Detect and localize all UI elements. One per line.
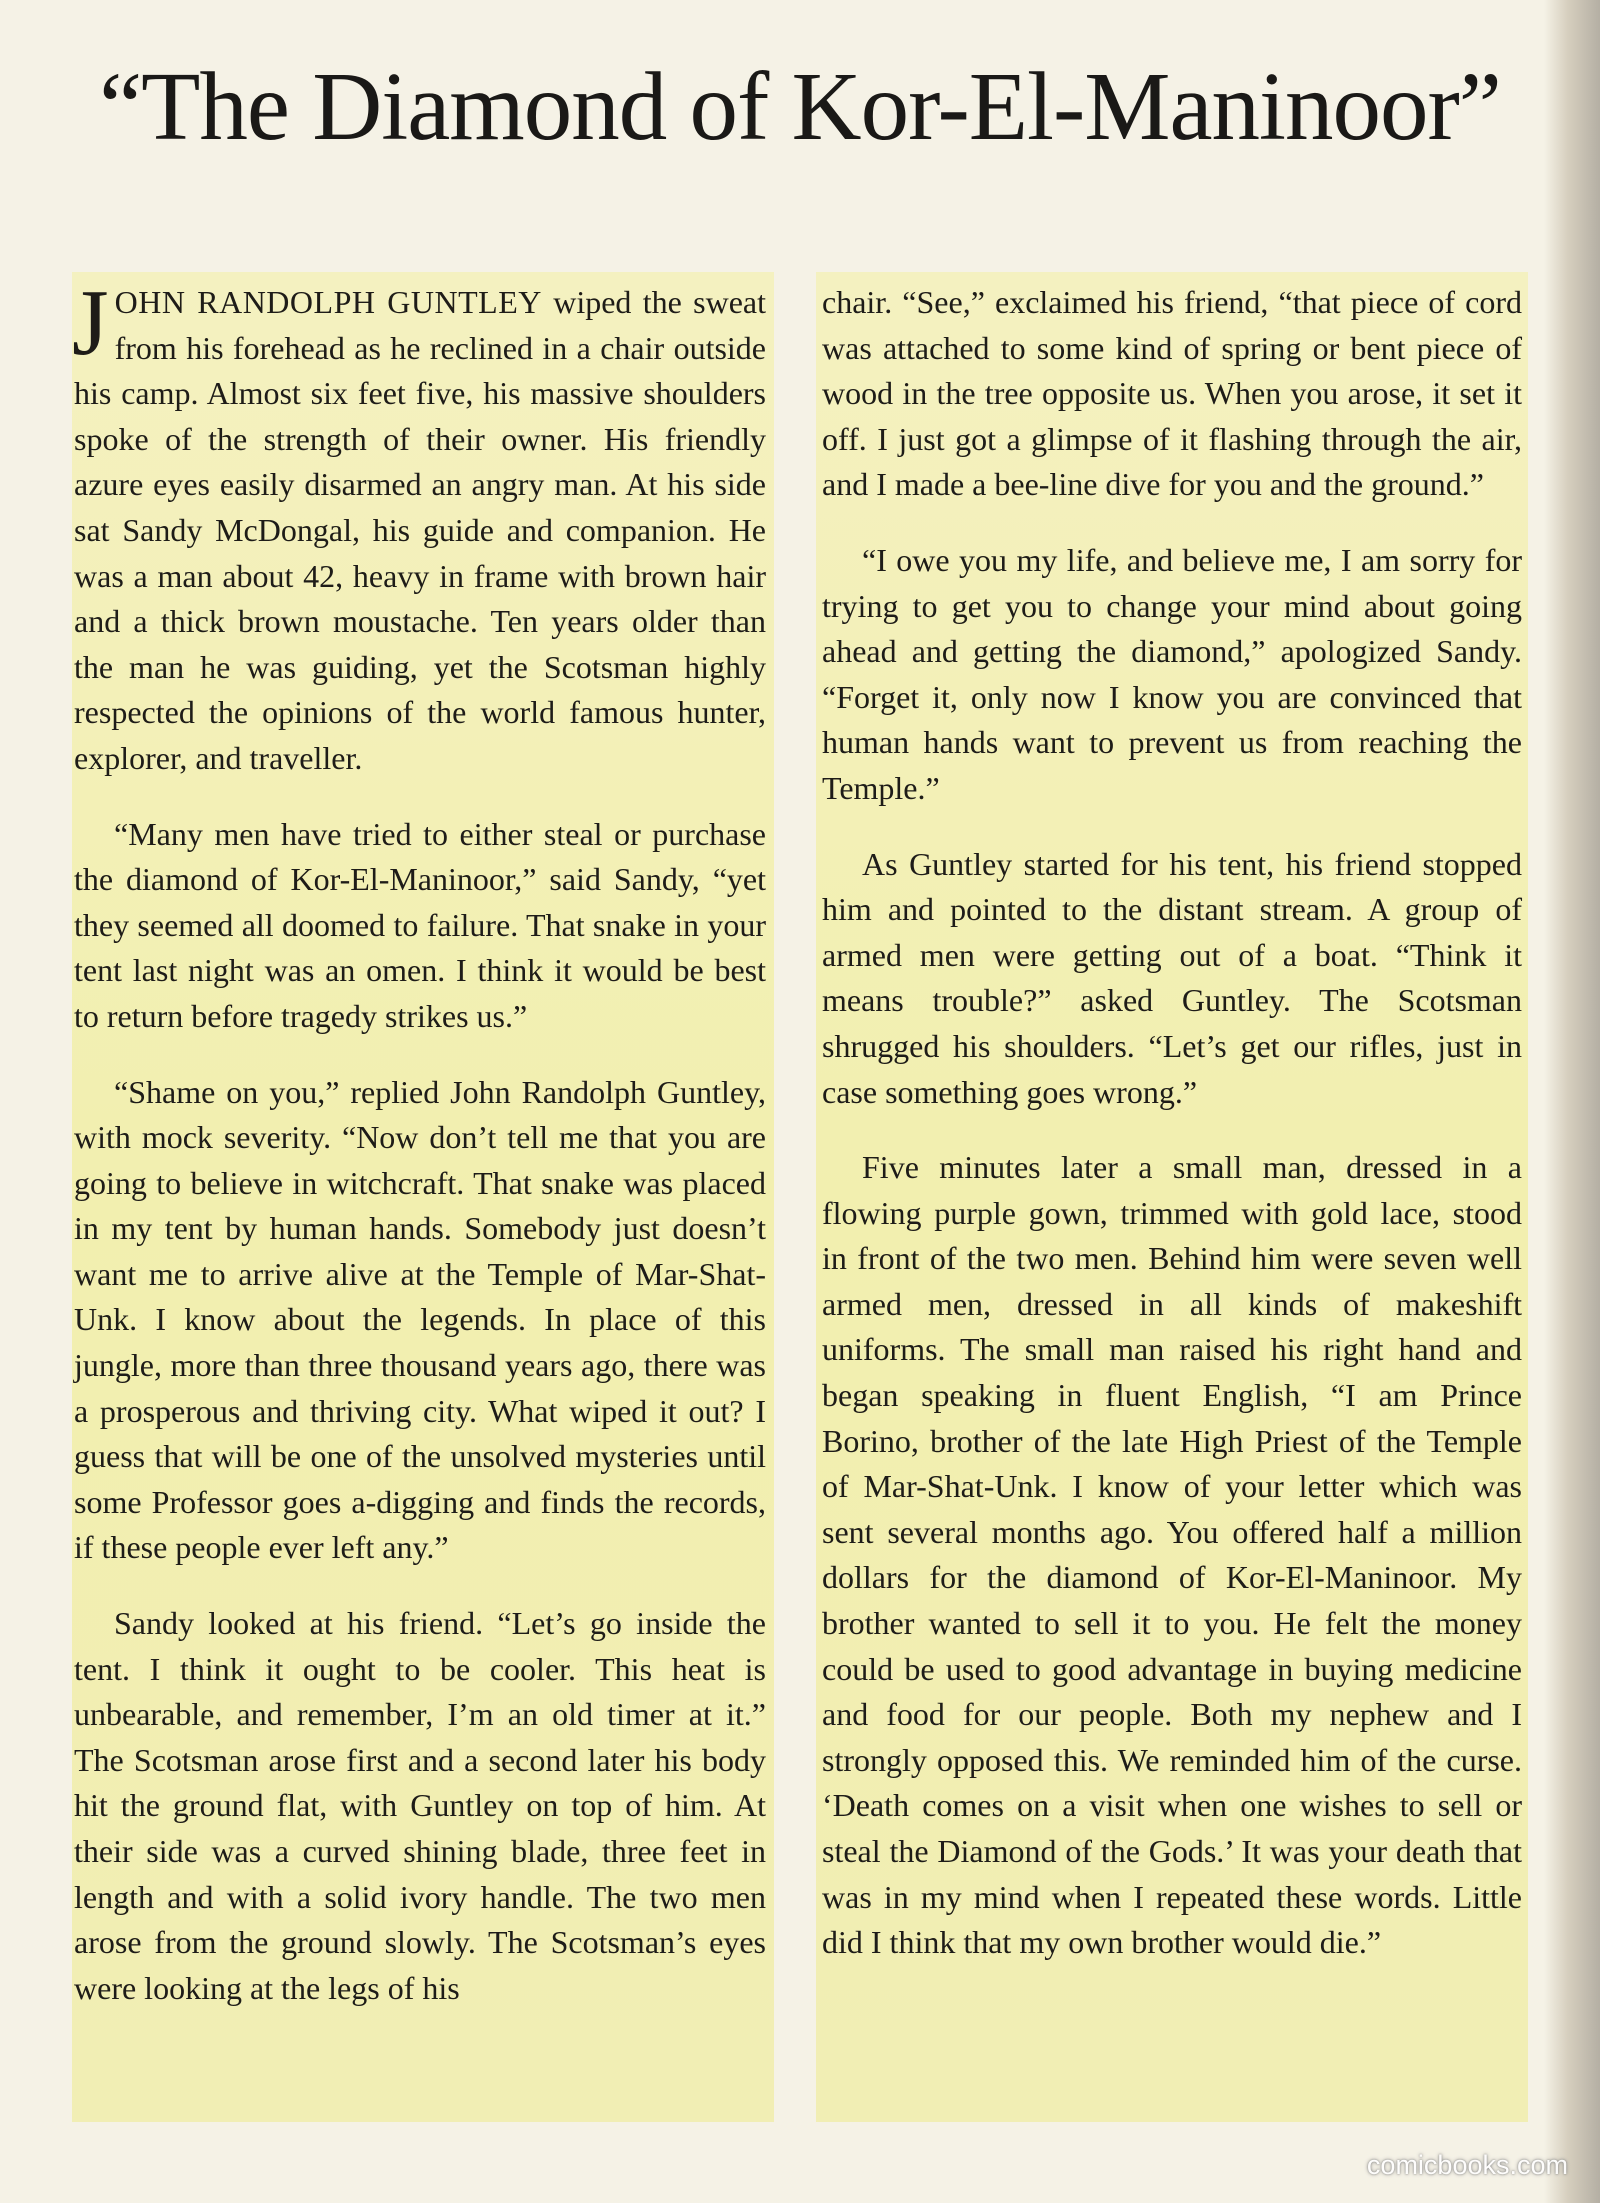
- paragraph: “Shame on you,” replied John Randolph Guntley, with mock severity. “Now don’t tell me that you are going to believe in witchcraft. That snake was placed in my tent by human hands. Somebody just doesn’t want me to arrive alive at the Temple of Mar-Shat-Unk. I know about the legends. In place of this jungle, more than three thousand years ago, there was a prosperous and thriving city. What wiped it out? I guess that will be one of the unsolved mysteries until some Professor goes a-digging and finds the records, if these people ever left any.”: [74, 1073, 766, 1566]
- left-text-column: [72, 271, 767, 2041]
- paragraph-intro: [72, 271, 767, 782]
- paragraph: “I owe you my life, and believe me, I am sorry for trying to get you to change your mind about going ahead and getting the diamond,” apologized Sandy. “Forget it, only now I know you are convinced that human hands want to prevent us from reaching the Temple.”: [822, 541, 1522, 806]
- paragraph: “Many men have tried to either steal or purchase the diamond of Kor-El-Maninoor,” said Sandy, “yet they seemed all doomed to failure. That snake in your tent last night was an omen. I think it would be best to return before tragedy strikes us.”: [74, 815, 766, 1034]
- drop-cap: J: [72, 271, 109, 375]
- right-text-column: [822, 280, 1522, 1996]
- story-title: “The Diamond of Kor-El-Maninoor”: [99, 53, 1501, 160]
- paragraph-continued: chair. “See,” exclaimed his friend, “that piece of cord was attached to some kind of spring or bent piece of wood in the tree opposite us. When you arose, it set it off. I just got a glimpse of it flashing through the air, and I made a bee-line dive for you and the ground.”: [822, 284, 1522, 503]
- paragraph: Sandy looked at his friend. “Let’s go inside the tent. I think it ought to be cooler. This heat is unbearable, and remember, I’m an old timer at it.” The Scotsman arose first and a second later his body hit the ground flat, with Guntley on top of him. At their side was a curved shining blade, three feet in length and with a solid ivory handle. The two men arose from the ground slowly. The Scotsman’s eyes were looking at the legs of his: [74, 1605, 766, 2006]
- paragraph: Five minutes later a small man, dressed in a flowing purple gown, trimmed with gold lace, stood in front of the two men. Behind him were seven well armed men, dressed in all kinds of makeshift uniforms. The small man raised his right hand and began speaking in fluent English, “I am Prince Borino, brother of the late High Priest of the Temple of Mar-Shat-Unk. I know of your letter which was sent several months ago. You offered half a million dollars for the diamond of Kor-El-Maninoor. My brother wanted to sell it to you. He felt the money could be used to good advantage in buying medicine and food for our people. Both my nephew and I strongly opposed this. We reminded him of the curse. ‘Death comes on a visit when one wishes to sell or steal the Diamond of the Gods.’ It was your death that was in my mind when I repeated these words. Little did I think that my own brother would die.”: [822, 1149, 1522, 1961]
- paragraph: As Guntley started for his tent, his friend stopped him and pointed to the distant stream. A group of armed men were getting out of a boat. “Think it means trouble?” asked Guntley. The Scotsman shrugged his shoulders. “Let’s get our rifles, just in case something goes wrong.”: [822, 845, 1522, 1110]
- site-watermark: comicbooks.com: [1366, 2150, 1568, 2180]
- intro-text: wiped the sweat from his forehead as he reclined in a chair outside his camp. Almost six feet five, his massive shoulders spoke of the strength of their owner. His friendly azure eyes easily disarmed an angry man. At his side sat Sandy McDongal, his guide and companion. He was a man about 42, heavy in frame with brown hair and a thick brown moustache. Ten years older than the man he was guiding, yet the Scotsman highly respected the opinions of the world famous hunter, explorer, and traveller.: [74, 284, 767, 776]
- intro-name: OHN RANDOLPH GUNTLEY: [114, 284, 542, 320]
